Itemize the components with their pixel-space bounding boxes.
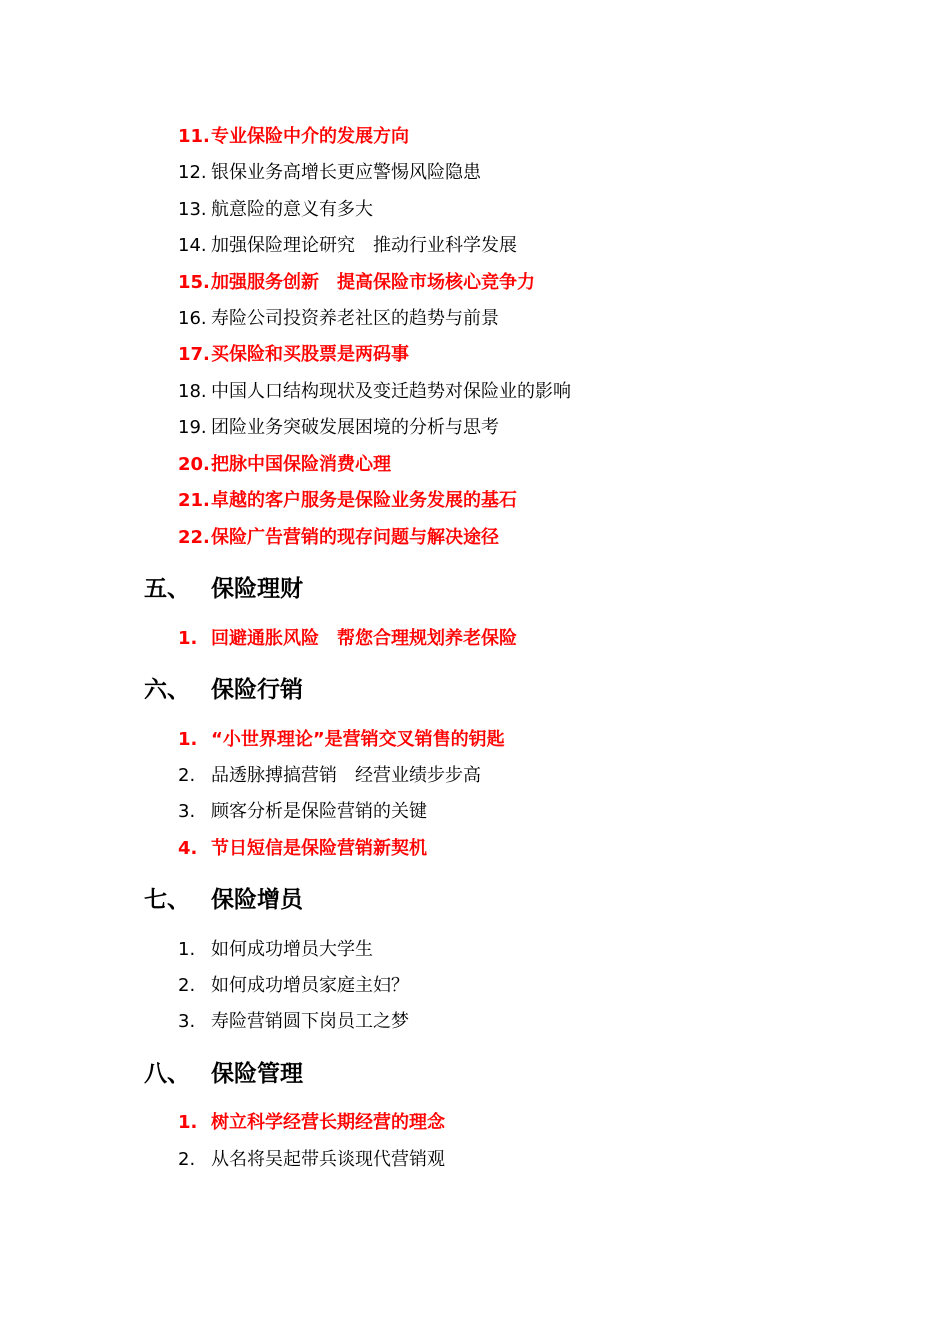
item-text: 寿险营销圆下岗员工之梦 (211, 1011, 409, 1032)
list-item (178, 342, 409, 368)
item-number: 3. (178, 1011, 196, 1032)
list-item (178, 1009, 409, 1035)
item-text: 寿险公司投资养老社区的趋势与前景 (211, 308, 499, 329)
item-number: 18. (178, 381, 207, 402)
item-text: 团险业务突破发展困境的分析与思考 (211, 417, 499, 438)
item-number: 11. (178, 126, 210, 147)
list-item (178, 124, 409, 150)
section-heading (144, 673, 303, 707)
item-number: 1. (178, 939, 196, 960)
item-text: 加强保险理论研究 推动行业科学发展 (211, 235, 517, 256)
section-number: 六、 (144, 677, 190, 703)
item-text: 专业保险中介的发展方向 (211, 126, 409, 147)
section-title: 保险行销 (211, 677, 303, 703)
item-text: 树立科学经营长期经营的理念 (211, 1112, 445, 1133)
section-number: 八、 (144, 1061, 190, 1087)
section-heading (144, 1057, 303, 1091)
item-number: 15. (178, 272, 210, 293)
item-text: 中国人口结构现状及变迁趋势对保险业的影响 (211, 381, 571, 402)
section-number: 五、 (144, 576, 190, 602)
item-number: 3. (178, 801, 196, 822)
list-item (178, 415, 499, 441)
list-item (178, 626, 517, 652)
list-item (178, 973, 409, 999)
section-title: 保险理财 (211, 576, 303, 602)
item-number: 12. (178, 162, 207, 183)
list-item (178, 1110, 445, 1136)
item-text: 品透脉搏搞营销 经营业绩步步高 (211, 765, 481, 786)
list-item (178, 763, 481, 789)
item-text: 把脉中国保险消费心理 (211, 454, 391, 475)
item-text: 航意险的意义有多大 (211, 199, 373, 220)
item-text: 卓越的客户服务是保险业务发展的基石 (211, 490, 517, 511)
list-item (178, 937, 373, 963)
section-number: 七、 (144, 887, 190, 913)
item-text: 如何成功增员家庭主妇？ (211, 975, 409, 996)
item-number: 1. (178, 1112, 198, 1133)
item-text: “小世界理论”是营销交叉销售的钥匙 (211, 729, 505, 750)
list-item (178, 233, 517, 259)
item-number: 16. (178, 308, 207, 329)
item-number: 13. (178, 199, 207, 220)
item-number: 4. (178, 838, 198, 859)
section-heading (144, 572, 303, 606)
item-number: 20. (178, 454, 210, 475)
item-number: 2. (178, 1149, 196, 1170)
item-number: 2. (178, 975, 196, 996)
list-item (178, 160, 481, 186)
item-number: 14. (178, 235, 207, 256)
list-item (178, 197, 373, 223)
section-title: 保险管理 (211, 1061, 303, 1087)
list-item (178, 270, 535, 296)
item-text: 如何成功增员大学生 (211, 939, 373, 960)
item-text: 顾客分析是保险营销的关键 (211, 801, 427, 822)
list-item (178, 836, 427, 862)
list-item (178, 452, 391, 478)
item-number: 2. (178, 765, 196, 786)
section-title: 保险增员 (211, 887, 303, 913)
item-text: 买保险和买股票是两码事 (211, 344, 409, 365)
item-number: 17. (178, 344, 210, 365)
list-item (178, 306, 499, 332)
item-text: 保险广告营销的现存问题与解决途径 (211, 527, 499, 548)
item-number: 19. (178, 417, 207, 438)
item-text: 回避通胀风险 帮您合理规划养老保险 (211, 628, 517, 649)
item-text: 节日短信是保险营销新契机 (211, 838, 427, 859)
list-item (178, 1147, 445, 1173)
item-number: 1. (178, 729, 198, 750)
list-item (178, 727, 505, 753)
item-number: 22. (178, 527, 210, 548)
item-text: 加强服务创新 提高保险市场核心竞争力 (211, 272, 535, 293)
item-text: 银保业务高增长更应警惕风险隐患 (211, 162, 481, 183)
item-text: 从名将吴起带兵谈现代营销观 (211, 1149, 445, 1170)
item-number: 21. (178, 490, 210, 511)
section-heading (144, 883, 303, 917)
list-item (178, 379, 571, 405)
item-number: 1. (178, 628, 198, 649)
list-item (178, 525, 499, 551)
list-item (178, 488, 517, 514)
list-item (178, 799, 427, 825)
